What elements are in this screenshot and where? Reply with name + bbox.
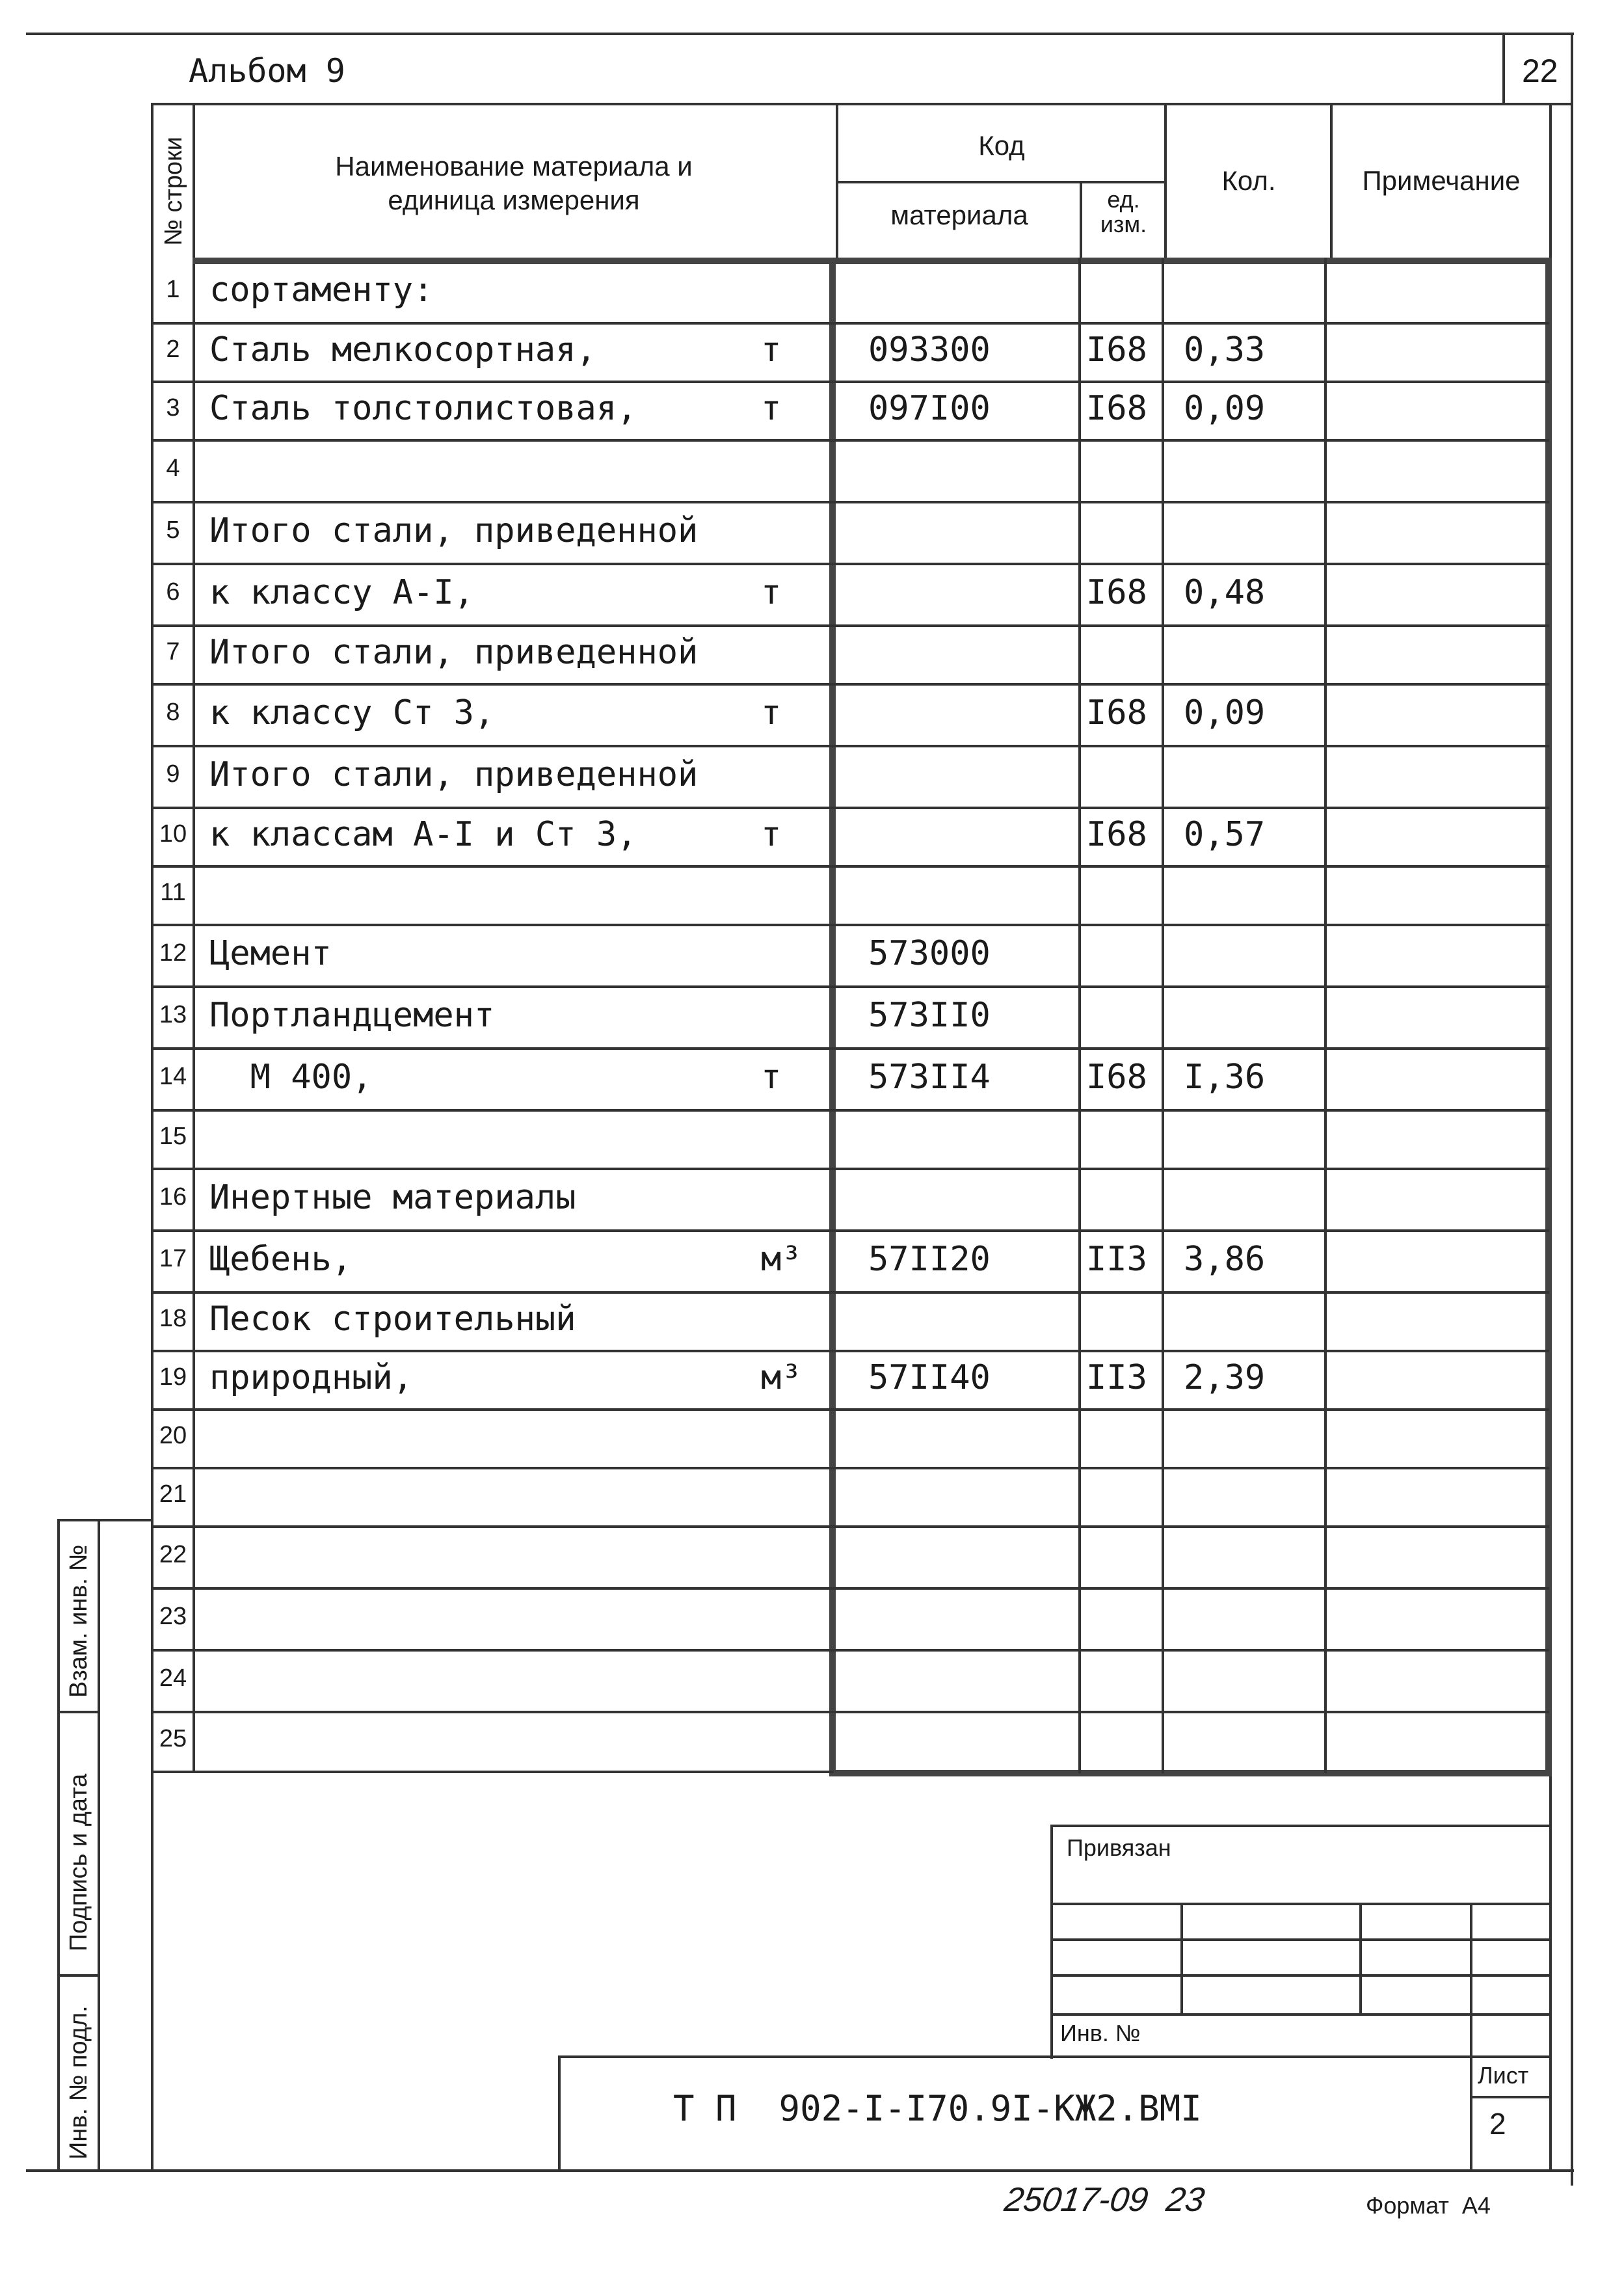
material-code: 57II40 [868, 1358, 991, 1397]
data-right-thick [1545, 258, 1552, 1776]
row-divider [151, 1711, 1549, 1713]
unit-of-measure: т [761, 1057, 782, 1097]
row-number: 16 [159, 1183, 187, 1211]
side-split-2 [57, 1974, 100, 1977]
data-bottom-thick [829, 1770, 1552, 1776]
quantity: 0,09 [1184, 693, 1266, 732]
side-top-line [57, 1519, 153, 1521]
quantity: 0,33 [1184, 330, 1266, 369]
row-number: 7 [166, 638, 180, 665]
title-top-line [558, 2055, 1551, 2058]
unit-of-measure: т [761, 330, 782, 369]
row-divider [151, 1771, 834, 1773]
material-name: Сталь толстолистовая, [209, 389, 637, 428]
unit-code: II3 [1086, 1239, 1147, 1279]
col-divider-eu [1078, 258, 1081, 1773]
row-divider [151, 1229, 1549, 1232]
material-name: сортаменту: [209, 270, 434, 310]
title-list-value: 2 [1489, 2107, 1506, 2141]
title-designation: Т П 902-I-I70.9I-КЖ2.ВМI [673, 2088, 1202, 2129]
row-divider [151, 1047, 1549, 1050]
material-name: Итого стали, приведенной [209, 633, 699, 672]
album-label: Альбом 9 [189, 52, 345, 90]
material-name: к классам А-I и Ст 3, [209, 815, 637, 854]
row-divider [151, 924, 1549, 926]
row-divider [151, 322, 1549, 325]
right-border [1571, 33, 1573, 2186]
row-number: 15 [159, 1123, 187, 1150]
stamp-line-2 [1050, 1938, 1551, 1941]
unit-code: I68 [1086, 693, 1147, 732]
sheet-number-divider [1502, 33, 1505, 104]
material-name: Цемент [209, 933, 332, 973]
material-code: 573000 [868, 933, 991, 973]
hdr-quantity: Кол. [1221, 165, 1276, 196]
row-divider [151, 745, 1549, 747]
row-number: 22 [159, 1540, 187, 1568]
row-number: 5 [166, 516, 180, 544]
row-number: 1 [166, 275, 180, 303]
unit-of-measure: т [761, 572, 782, 612]
material-name: к классу Ст 3, [209, 693, 495, 732]
row-number: 23 [159, 1602, 187, 1630]
side-left-line [57, 1519, 60, 2169]
material-name: Инертные материалы [209, 1177, 576, 1217]
hdr-divider-eu [1080, 181, 1082, 259]
unit-code: II3 [1086, 1358, 1147, 1397]
title-list-divider [1470, 2055, 1472, 2171]
material-code: 57II20 [868, 1239, 991, 1279]
material-name: М 400, [209, 1057, 373, 1097]
row-number: 19 [159, 1363, 187, 1391]
quantity: 0,48 [1184, 572, 1266, 612]
row-divider [151, 501, 1549, 503]
hdr-divider-qty [1164, 103, 1167, 259]
quantity: 3,86 [1184, 1239, 1266, 1279]
quantity: 0,09 [1184, 389, 1266, 428]
side-split-1 [57, 1711, 100, 1713]
material-name: Портландцемент [209, 995, 495, 1035]
hdr-code-split [836, 181, 1164, 183]
row-number: 2 [166, 336, 180, 363]
row-divider [151, 1291, 1549, 1294]
row-number: 13 [159, 1000, 187, 1028]
row-number: 11 [160, 879, 186, 906]
stamp-col-3 [1470, 1903, 1472, 2059]
stamp-top-line [1050, 1825, 1551, 1827]
material-name: природный, [209, 1358, 414, 1397]
unit-of-measure: т [761, 389, 782, 428]
row-divider [151, 1649, 1549, 1652]
data-code-thick [829, 258, 836, 1776]
unit-code: I68 [1086, 330, 1147, 369]
row-number: 17 [159, 1244, 187, 1272]
row-divider [151, 439, 1549, 442]
row-number: 9 [166, 760, 180, 788]
row-divider [151, 1467, 1549, 1469]
material-name: Итого стали, приведенной [209, 755, 699, 794]
col-divider-note [1324, 258, 1327, 1773]
row-divider [151, 1525, 1549, 1528]
title-list-label: Лист [1478, 2062, 1529, 2089]
stamp-left-line [1050, 1825, 1053, 2059]
row-number: 10 [159, 820, 187, 848]
stamp-line-4 [1050, 2013, 1551, 2016]
title-list-split [1470, 2096, 1551, 2098]
row-number: 6 [166, 578, 180, 606]
quantity: 2,39 [1184, 1358, 1266, 1397]
hdr-row-no: № строки [160, 137, 187, 246]
row-divider [151, 807, 1549, 809]
side-label-inv-podl: Инв. № подл. [65, 2005, 92, 2160]
footer-format: Формат А4 [1366, 2192, 1491, 2219]
sheet-number: 22 [1522, 53, 1558, 89]
quantity: I,36 [1184, 1057, 1266, 1097]
side-label-vzam: Взам. инв. № [65, 1544, 92, 1698]
unit-of-measure: м³ [761, 1239, 802, 1279]
row-divider [151, 1408, 1549, 1411]
row-divider [151, 985, 1549, 988]
material-name: Песок строительный [209, 1300, 576, 1339]
row-number: 12 [159, 939, 187, 967]
row-divider [151, 563, 1549, 565]
row-number: 18 [159, 1305, 187, 1332]
unit-of-measure: м³ [761, 1358, 802, 1397]
row-number: 24 [159, 1664, 187, 1692]
row-divider [151, 1587, 1549, 1590]
material-code: 573II4 [868, 1057, 991, 1097]
stamp-col-1 [1180, 1903, 1183, 2013]
row-number: 3 [166, 394, 180, 422]
row-divider [151, 1168, 1549, 1170]
title-left-line [558, 2055, 561, 2171]
stamp-inv-no: Инв. № [1060, 2020, 1141, 2046]
hdr-note: Примечание [1362, 165, 1521, 196]
unit-code: I68 [1086, 1057, 1147, 1097]
row-number: 8 [166, 698, 180, 726]
unit-of-measure: т [761, 815, 782, 854]
hdr-divider-note [1330, 103, 1333, 259]
unit-of-measure: т [761, 693, 782, 732]
row-divider [151, 381, 1549, 383]
rownum-divider [193, 103, 195, 1771]
material-name: Сталь мелкосортная, [209, 330, 596, 369]
table-top-line [151, 103, 1572, 105]
hdr-name: Наименование материала и единица измерения [335, 151, 693, 215]
row-number: 21 [159, 1480, 187, 1508]
stamp-line-3 [1050, 1974, 1551, 1977]
material-code: 097I00 [868, 389, 991, 428]
side-label-podpis: Подпись и дата [65, 1773, 92, 1951]
quantity: 0,57 [1184, 815, 1266, 854]
stamp-col-2 [1359, 1903, 1362, 2013]
hdr-code-unit: ед. изм. [1100, 186, 1147, 237]
unit-code: I68 [1086, 815, 1147, 854]
row-number: 25 [159, 1725, 187, 1752]
row-number: 20 [159, 1422, 187, 1449]
side-mid-line [98, 1519, 100, 2169]
material-name: Итого стали, приведенной [209, 511, 699, 550]
row-divider [151, 1109, 1549, 1112]
row-number: 14 [159, 1062, 187, 1090]
row-divider [151, 683, 1549, 686]
hdr-code-material: материала [890, 200, 1028, 230]
footer-handwritten: 25017-09 23 [1002, 2181, 1207, 2219]
row-divider [151, 624, 1549, 627]
stamp-privyazan: Привязан [1067, 1834, 1171, 1861]
unit-code: I68 [1086, 389, 1147, 428]
material-code: 093300 [868, 330, 991, 369]
stamp-line-1 [1050, 1903, 1551, 1905]
unit-code: I68 [1086, 572, 1147, 612]
col-divider-qty [1162, 258, 1164, 1773]
material-code: 573II0 [868, 995, 991, 1035]
row-divider [151, 1350, 1549, 1352]
data-top-thick [193, 258, 1552, 264]
hdr-code: Код [978, 130, 1025, 161]
top-border [26, 33, 1574, 35]
bottom-border [26, 2169, 1574, 2172]
row-divider [151, 865, 1549, 868]
material-name: к классу А-I, [209, 572, 474, 612]
material-name: Щебень, [209, 1239, 353, 1279]
row-number: 4 [166, 454, 180, 482]
